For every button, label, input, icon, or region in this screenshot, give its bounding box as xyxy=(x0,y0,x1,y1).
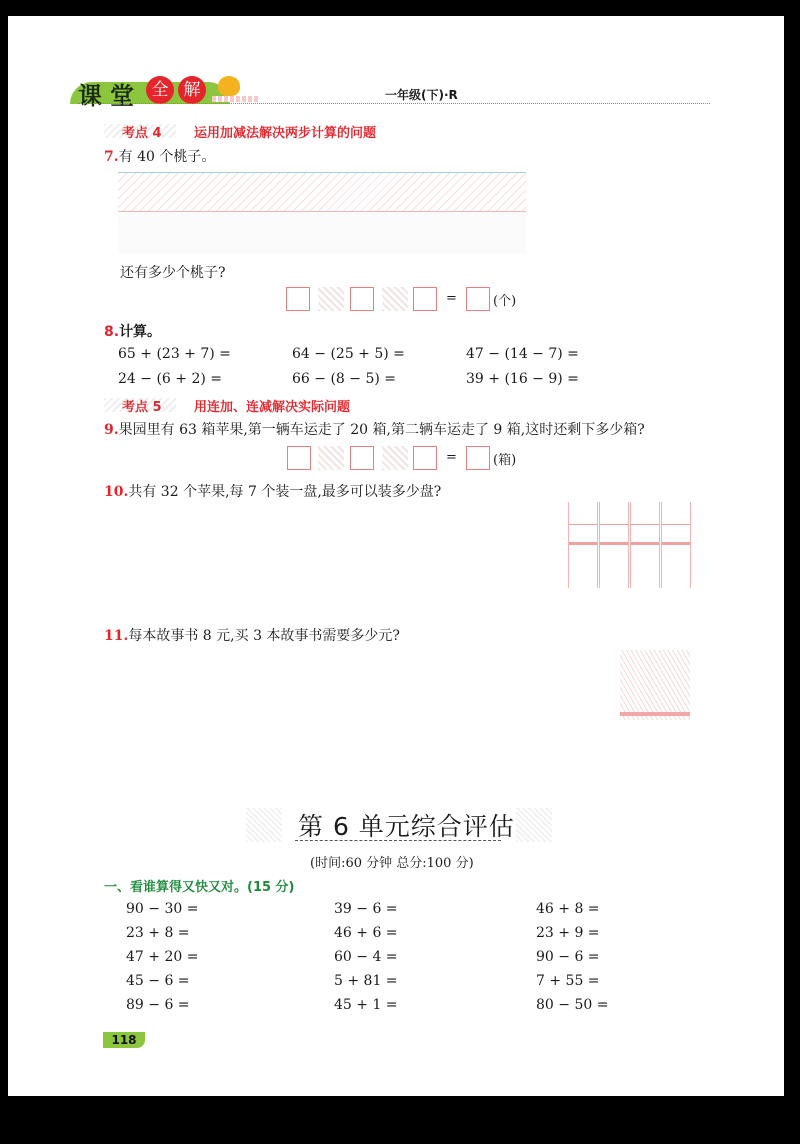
calc-item: 39 − 6 = xyxy=(334,901,398,917)
question-text: 计算。 xyxy=(119,324,162,340)
grade-label: 一年级(下)·R xyxy=(385,88,458,102)
question-8 xyxy=(104,321,161,341)
calc-item: 47 − (14 − 7) = xyxy=(466,346,579,362)
question-text: 每本故事书 8 元,买 3 本故事书需要多少元? xyxy=(128,628,400,644)
question-text: 共有 32 个苹果,每 7 个装一盘,最多可以装多少盘? xyxy=(128,484,442,500)
operator-blank[interactable] xyxy=(318,446,344,470)
question-number: 9. xyxy=(104,422,119,438)
answer-box[interactable] xyxy=(413,287,437,311)
calc-item: 23 + 8 = xyxy=(126,925,190,941)
header-divider xyxy=(78,103,710,104)
calc-item: 66 − (8 − 5) = xyxy=(292,371,396,387)
brand-char-1: 课 xyxy=(78,82,102,110)
answer-box[interactable] xyxy=(287,446,311,470)
operator-blank[interactable] xyxy=(382,287,408,311)
question-number: 11. xyxy=(104,628,129,644)
unit-label: (个) xyxy=(493,294,517,309)
answer-box[interactable] xyxy=(286,287,310,311)
question-9 xyxy=(104,419,645,439)
section5-tag: 考点 5 xyxy=(122,400,162,415)
book-illustration xyxy=(620,650,690,720)
calc-item: 64 − (25 + 5) = xyxy=(292,346,405,362)
part1-heading: 一、看谁算得又快又对。(15 分) xyxy=(104,880,295,895)
calc-item: 90 − 6 = xyxy=(536,949,600,965)
answer-box[interactable] xyxy=(350,287,374,311)
operator-blank[interactable] xyxy=(318,287,344,311)
section4-tag: 考点 4 xyxy=(122,126,162,141)
calc-item: 23 + 9 = xyxy=(536,925,600,941)
result-box[interactable] xyxy=(466,446,490,470)
question-7-prompt: 还有多少个桃子? xyxy=(120,265,226,281)
calc-item: 5 + 81 = xyxy=(334,973,398,989)
question-number: 8. xyxy=(104,324,120,340)
equals-sign: = xyxy=(446,291,457,306)
result-box[interactable] xyxy=(466,287,490,311)
calc-item: 46 + 6 = xyxy=(334,925,398,941)
question-number: 7. xyxy=(104,149,119,165)
calc-item: 24 − (6 + 2) = xyxy=(118,371,222,387)
calc-item: 39 + (16 − 9) = xyxy=(466,371,579,387)
equals-sign: = xyxy=(446,450,457,465)
title-decoration-left xyxy=(246,808,282,842)
calc-item: 80 − 50 = xyxy=(536,997,609,1013)
bear-ledge-decoration xyxy=(212,96,260,102)
title-decoration-right xyxy=(516,808,552,842)
bear-mascot-icon xyxy=(218,76,240,96)
title-underline xyxy=(295,840,501,841)
answer-box[interactable] xyxy=(413,446,437,470)
question-7 xyxy=(104,146,215,166)
unit-label: (箱) xyxy=(493,453,517,468)
peach-illustration xyxy=(118,172,526,254)
question-text: 有 40 个桃子。 xyxy=(118,149,216,165)
brand-char-3: 全 xyxy=(146,76,174,104)
calc-item: 47 + 20 = xyxy=(126,949,199,965)
question-number: 10. xyxy=(104,484,129,500)
calc-item: 46 + 8 = xyxy=(536,901,600,917)
brand-char-4: 解 xyxy=(178,76,206,104)
question-text: 果园里有 63 箱苹果,第一辆车运走了 20 箱,第二辆车运走了 9 箱,这时还剩下多少箱? xyxy=(118,422,645,438)
page-number: 118 xyxy=(103,1032,145,1048)
calc-item: 60 − 4 = xyxy=(334,949,398,965)
question-11 xyxy=(104,625,400,645)
calc-item: 45 − 6 = xyxy=(126,973,190,989)
unit-title: 第 6 单元综合评估 xyxy=(298,812,515,841)
calc-item: 65 + (23 + 7) = xyxy=(118,346,231,362)
calc-item: 90 − 30 = xyxy=(126,901,199,917)
section5-title: 用连加、连减解决实际问题 xyxy=(194,400,351,415)
question-10 xyxy=(104,481,441,501)
answer-box[interactable] xyxy=(350,446,374,470)
calc-item: 89 − 6 = xyxy=(126,997,190,1013)
calc-item: 7 + 55 = xyxy=(536,973,600,989)
calc-item: 45 + 1 = xyxy=(334,997,398,1013)
section4-title: 运用加减法解决两步计算的问题 xyxy=(194,126,377,141)
brand-char-2: 堂 xyxy=(110,82,134,110)
unit-time-info: (时间:60 分钟 总分:100 分) xyxy=(310,856,474,871)
plates-illustration xyxy=(566,502,690,588)
operator-blank[interactable] xyxy=(382,446,408,470)
